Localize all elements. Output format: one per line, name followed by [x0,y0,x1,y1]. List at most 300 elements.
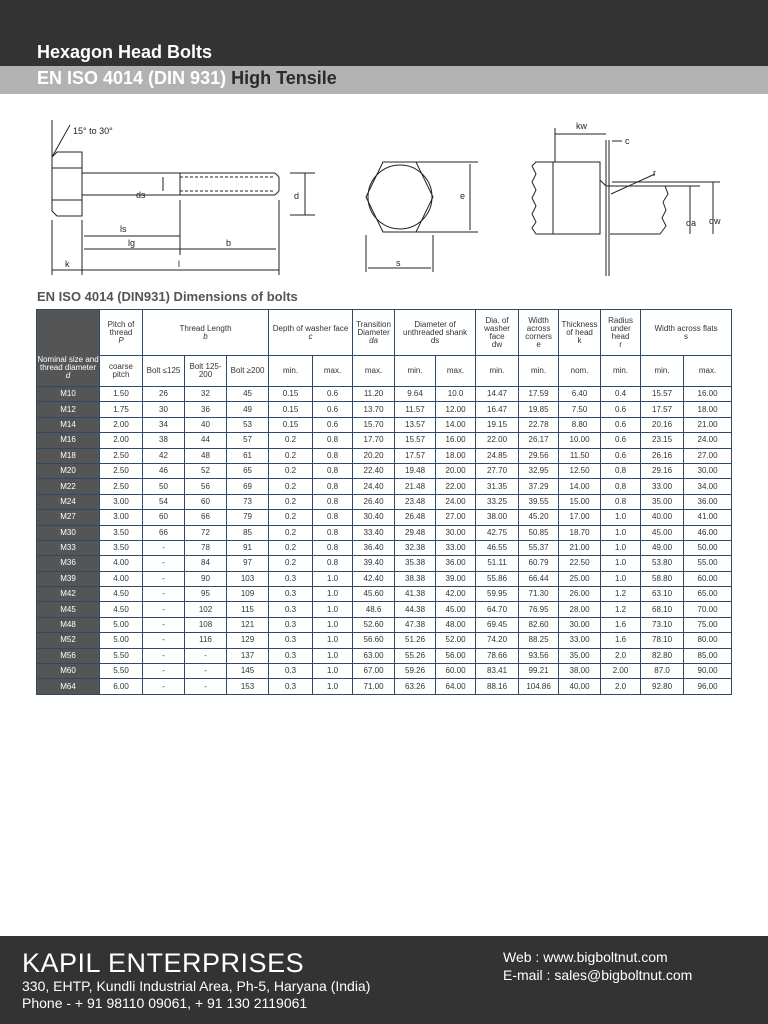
subheader: min. [395,356,436,387]
table-cell: 68.10 [641,602,684,617]
washer-depth-header: Depth of washer face c [269,310,353,356]
table-cell: 6.40 [559,387,601,402]
bolt-side-view [52,120,315,275]
table-cell: 13.70 [353,402,395,417]
table-cell: - [185,679,227,694]
table-cell: 20.00 [436,463,476,478]
table-cell: 0.2 [269,433,313,448]
table-cell: 42.40 [353,571,395,586]
table-cell: 0.15 [269,417,313,432]
table-cell: 116 [185,633,227,648]
table-cell: 21.48 [395,479,436,494]
table-cell: 34.00 [684,479,732,494]
table-cell: 40.00 [641,510,684,525]
table-cell-size: M27 [37,510,100,525]
table-cell: 33.40 [353,525,395,540]
table-cell: 59.95 [476,587,519,602]
table-cell: 0.2 [269,556,313,571]
table-cell-size: M20 [37,463,100,478]
table-cell: 48.00 [436,617,476,632]
table-cell: 60.79 [519,556,559,571]
table-cell: 0.3 [269,664,313,679]
table-cell: 39.40 [353,556,395,571]
table-cell: 69 [227,479,269,494]
table-row [37,679,732,694]
table-cell: 2.00 [601,664,641,679]
table-cell: 78.10 [641,633,684,648]
width-across-corners-header: Width across corners e [519,310,559,356]
table-cell: 56.60 [353,633,395,648]
table-cell: 24.00 [436,494,476,509]
table-cell: 25.00 [559,571,601,586]
table-cell-size: M30 [37,525,100,540]
label-s: s [396,258,401,268]
table-cell: 90.00 [684,664,732,679]
table-row [37,648,732,663]
table-cell: 66 [185,510,227,525]
table-cell: 84 [185,556,227,571]
subheader: min. [269,356,313,387]
label-kw: kw [576,121,587,131]
table-cell-size: M60 [37,664,100,679]
table-cell: 16.47 [476,402,519,417]
table-cell: 58.80 [641,571,684,586]
table-cell: 0.3 [269,617,313,632]
table-cell: 82.60 [519,617,559,632]
thread-length-header: Thread Length b [143,310,269,356]
table-cell: 42 [143,448,185,463]
table-cell: 50.85 [519,525,559,540]
table-cell: 45.20 [519,510,559,525]
label-ds: ds [136,190,146,200]
table-cell: 0.8 [313,448,353,463]
table-cell: - [143,664,185,679]
table-cell: 0.3 [269,602,313,617]
table-cell: 67.00 [353,664,395,679]
page-subtitle [37,68,337,89]
table-cell: - [143,540,185,555]
table-cell: 78.66 [476,648,519,663]
table-cell: 27.00 [436,510,476,525]
table-cell: 2.00 [100,417,143,432]
table-cell: 22.00 [476,433,519,448]
table-cell: 0.8 [601,494,641,509]
table-cell: 48.6 [353,602,395,617]
table-cell: 33.25 [476,494,519,509]
nominal-size-label: Nominal size and thread diameter [37,355,99,372]
table-cell: 54 [143,494,185,509]
table-cell: 15.57 [395,433,436,448]
table-cell: 76.95 [519,602,559,617]
table-cell: 0.6 [601,448,641,463]
table-cell: 3.00 [100,494,143,509]
table-cell: 0.2 [269,479,313,494]
table-cell: 36.00 [436,556,476,571]
table-cell-size: M36 [37,556,100,571]
table-cell: - [143,648,185,663]
table-cell: 17.70 [353,433,395,448]
table-cell: 1.0 [313,633,353,648]
table-cell: 61 [227,448,269,463]
table-cell: 39.00 [436,571,476,586]
table-cell: 69.45 [476,617,519,632]
table-cell: 96.00 [684,679,732,694]
subheader: max. [313,356,353,387]
table-cell: 7.50 [559,402,601,417]
table-row [37,402,732,417]
table-row [37,510,732,525]
table-cell: 26.16 [641,448,684,463]
table-cell: 52.60 [353,617,395,632]
table-cell: 1.50 [100,387,143,402]
table-cell: 99.21 [519,664,559,679]
table-cell: 48 [185,448,227,463]
angle-label: 15° to 30° [73,126,113,136]
table-cell: 35.38 [395,556,436,571]
table-cell: 51.26 [395,633,436,648]
table-cell: 19.48 [395,463,436,478]
table-cell: 5.00 [100,633,143,648]
label-dw: dw [709,216,721,226]
table-cell: 21.00 [684,417,732,432]
table-cell: 29.56 [519,448,559,463]
table-cell: 0.8 [601,463,641,478]
table-cell: 60.00 [684,571,732,586]
table-cell: 1.0 [313,602,353,617]
table-cell: 79 [227,510,269,525]
table-cell-size: M45 [37,602,100,617]
table-cell: 41.38 [395,587,436,602]
table-cell: 0.2 [269,510,313,525]
header-bar [0,0,768,94]
table-cell: 92.80 [641,679,684,694]
table-cell: - [143,617,185,632]
nominal-size-symbol: d [65,371,71,380]
table-cell: 0.6 [313,387,353,402]
table-cell: 4.50 [100,602,143,617]
table-cell: 102 [185,602,227,617]
subheader: min. [476,356,519,387]
shank-diameter-header: Diameter of unthreaded shank ds [395,310,476,356]
table-cell: 11.20 [353,387,395,402]
table-cell-size: M14 [37,417,100,432]
label-lg: lg [128,238,136,248]
table-cell: 45.00 [436,602,476,617]
table-cell: 0.3 [269,587,313,602]
table-cell: 2.0 [601,679,641,694]
table-cell: 17.57 [641,402,684,417]
table-cell: 33.00 [436,540,476,555]
table-cell: 1.0 [313,571,353,586]
table-cell: 0.3 [269,571,313,586]
footer [0,936,768,1024]
table-cell: 18.00 [684,402,732,417]
table-title: EN ISO 4014 (DIN931) Dimensions of bolts [37,289,298,304]
table-cell: 20.20 [353,448,395,463]
table-cell: 15.70 [353,417,395,432]
table-cell-size: M12 [37,402,100,417]
table-cell: 5.50 [100,648,143,663]
table-cell: 18.00 [436,448,476,463]
table-cell: 0.8 [313,510,353,525]
table-cell: 9.64 [395,387,436,402]
table-row [37,417,732,432]
table-cell: 1.0 [601,571,641,586]
table-cell: 1.0 [313,664,353,679]
table-cell: 26.00 [559,587,601,602]
table-cell: 55.37 [519,540,559,555]
subheader: Bolt ≥200 [227,356,269,387]
table-cell-size: M18 [37,448,100,463]
table-cell: 24.40 [353,479,395,494]
table-cell: 44 [185,433,227,448]
table-cell: 0.3 [269,679,313,694]
table-cell: 14.00 [559,479,601,494]
table-cell: 0.2 [269,494,313,509]
table-cell: 65 [227,463,269,478]
table-cell: 46 [143,463,185,478]
table-row [37,617,732,632]
table-cell: 1.0 [313,587,353,602]
table-cell: 0.2 [269,525,313,540]
table-cell: 46.00 [684,525,732,540]
table-cell: 64.70 [476,602,519,617]
table-cell: 56.00 [436,648,476,663]
table-cell: 70.00 [684,602,732,617]
table-cell: 88.25 [519,633,559,648]
subtitle-standard: EN ISO 4014 (DIN 931) [37,68,227,88]
table-cell: 55.86 [476,571,519,586]
table-cell-size: M16 [37,433,100,448]
table-cell: 19.85 [519,402,559,417]
subtitle-grade: High Tensile [231,68,337,88]
label-e: e [460,191,466,201]
table-cell: 16.00 [436,433,476,448]
table-cell: 50 [143,479,185,494]
table-cell: 28.00 [559,602,601,617]
table-cell: 153 [227,679,269,694]
table-cell: 82.80 [641,648,684,663]
table-cell: 60 [143,510,185,525]
table-cell: 23.48 [395,494,436,509]
table-cell-size: M33 [37,540,100,555]
subheader: min. [641,356,684,387]
table-cell: - [143,633,185,648]
table-row [37,571,732,586]
company-address: 330, EHTP, Kundli Industrial Area, Ph-5, Haryana (India) [22,978,371,994]
table-cell: 0.6 [313,417,353,432]
table-cell-size: M42 [37,587,100,602]
table-cell: 0.4 [601,387,641,402]
table-cell: 1.6 [601,633,641,648]
company-phone: Phone - + 91 98110 09061, + 91 130 2119061 [22,995,308,1011]
table-cell: 23.15 [641,433,684,448]
table-cell: 95 [185,587,227,602]
table-cell: 17.57 [395,448,436,463]
table-cell: 1.2 [601,602,641,617]
table-cell: 91 [227,540,269,555]
table-cell: 0.8 [313,525,353,540]
table-row [37,494,732,509]
table-cell: 0.8 [313,479,353,494]
table-cell-size: M39 [37,571,100,586]
table-cell: 55.00 [684,556,732,571]
table-cell: 45 [227,387,269,402]
table-cell: 49.00 [641,540,684,555]
table-cell: 38 [143,433,185,448]
table-cell: 71.30 [519,587,559,602]
table-cell: 2.50 [100,463,143,478]
subheader: min. [601,356,641,387]
table-cell: 65.00 [684,587,732,602]
table-cell: 11.57 [395,402,436,417]
table-cell: 21.00 [559,540,601,555]
table-cell: - [143,587,185,602]
table-cell: 49 [227,402,269,417]
bolt-washer-face-detail [532,128,720,276]
table-cell: 80.00 [684,633,732,648]
table-cell: 18.70 [559,525,601,540]
table-cell: 0.8 [313,494,353,509]
table-cell: 47.38 [395,617,436,632]
table-cell: 115 [227,602,269,617]
table-cell: 1.0 [313,679,353,694]
table-row [37,633,732,648]
label-l: l [178,259,180,269]
table-cell: 60.00 [436,664,476,679]
subheader: max. [684,356,732,387]
label-b: b [226,238,232,248]
table-cell: 103 [227,571,269,586]
table-cell: 29.48 [395,525,436,540]
table-cell: 11.50 [559,448,601,463]
table-cell: 88.16 [476,679,519,694]
table-cell: 27.70 [476,463,519,478]
table-cell: 0.8 [313,556,353,571]
table-cell: 97 [227,556,269,571]
table-cell: 0.8 [313,433,353,448]
table-cell: 2.0 [601,648,641,663]
table-cell: 60 [185,494,227,509]
table-row [37,448,732,463]
table-cell: 63.26 [395,679,436,694]
table-cell: 52.00 [436,633,476,648]
table-cell-size: M24 [37,494,100,509]
table-cell: 14.47 [476,387,519,402]
label-r: r [653,168,656,178]
table-cell: 20.16 [641,417,684,432]
label-k: k [65,259,70,269]
dimensions-table-body [37,387,732,695]
label-c: c [625,136,630,146]
table-cell: 1.0 [313,617,353,632]
table-cell: 83.41 [476,664,519,679]
table-cell: 22.40 [353,463,395,478]
table-cell-size: M10 [37,387,100,402]
table-cell: 63.10 [641,587,684,602]
table-cell: 34 [143,417,185,432]
table-cell: 38.00 [559,664,601,679]
table-cell: 4.00 [100,556,143,571]
table-cell: 0.15 [269,402,313,417]
table-row [37,587,732,602]
table-cell: 63.00 [353,648,395,663]
table-cell: 0.3 [269,633,313,648]
table-cell: 12.00 [436,402,476,417]
table-cell: 42.00 [436,587,476,602]
table-cell: 1.0 [601,556,641,571]
table-cell: 1.0 [601,525,641,540]
table-cell: 17.00 [559,510,601,525]
table-cell: 4.00 [100,571,143,586]
nominal-size-header [37,310,100,387]
table-cell: 3.00 [100,510,143,525]
table-cell: 27.00 [684,448,732,463]
table-cell: 35.00 [559,648,601,663]
table-cell: 30.00 [436,525,476,540]
table-cell: 109 [227,587,269,602]
table-cell: 1.75 [100,402,143,417]
table-cell: 1.2 [601,587,641,602]
table-cell: - [143,679,185,694]
table-cell: 53.80 [641,556,684,571]
table-cell: 30 [143,402,185,417]
label-da: da [686,218,697,228]
table-cell-size: M64 [37,679,100,694]
subheader: Bolt ≤125 [143,356,185,387]
table-cell-size: M52 [37,633,100,648]
table-cell: 15.57 [641,387,684,402]
table-cell: 73.10 [641,617,684,632]
table-cell: 0.6 [601,402,641,417]
table-cell: 71.00 [353,679,395,694]
table-row [37,479,732,494]
table-cell-size: M22 [37,479,100,494]
width-across-flats-header: Width across flats s [641,310,732,356]
table-cell: 13.57 [395,417,436,432]
subheader: max. [353,356,395,387]
table-cell: 3.50 [100,525,143,540]
table-cell: 53 [227,417,269,432]
table-cell: 57 [227,433,269,448]
subheader: coarse pitch [100,356,143,387]
table-cell: 14.00 [436,417,476,432]
pitch-header: Pitch of thread P [100,310,143,356]
table-cell: 0.8 [313,463,353,478]
table-cell: 59.26 [395,664,436,679]
table-cell: 42.75 [476,525,519,540]
table-row [37,463,732,478]
label-d: d [294,191,300,201]
table-cell: 0.6 [601,417,641,432]
table-cell: 39.55 [519,494,559,509]
table-cell: 26.48 [395,510,436,525]
table-row [37,387,732,402]
table-cell: 36.00 [684,494,732,509]
table-cell: 104.86 [519,679,559,694]
table-cell-size: M56 [37,648,100,663]
table-cell: 46.55 [476,540,519,555]
table-cell: 17.59 [519,387,559,402]
table-cell: - [185,648,227,663]
table-cell: 2.50 [100,479,143,494]
table-cell: 38.00 [476,510,519,525]
table-cell: 24.00 [684,433,732,448]
table-cell: 0.3 [269,648,313,663]
table-cell: 129 [227,633,269,648]
company-name: KAPIL ENTERPRISES [22,948,305,978]
table-cell: 5.00 [100,617,143,632]
